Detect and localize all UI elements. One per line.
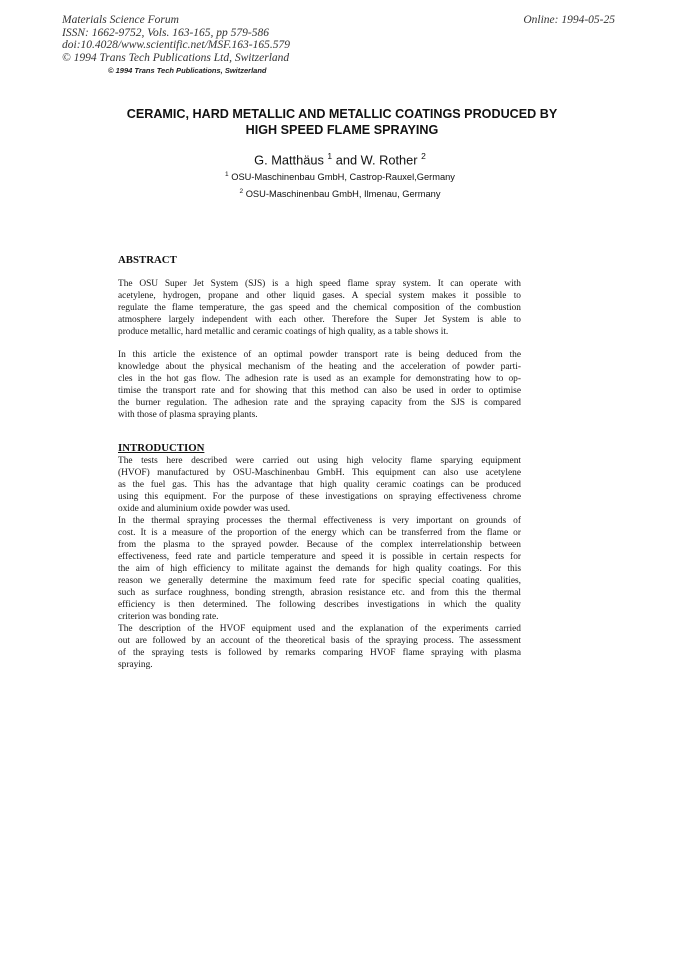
affiliation-1-mark: 1 [225, 171, 229, 178]
small-copyright: © 1994 Trans Tech Publications, Switzerland [108, 66, 267, 75]
author-1-mark: 1 [327, 151, 333, 161]
text-line: atmosphere largely independent with each other. Therefore the Super Jet System is able to [118, 315, 521, 325]
title-line-2: HIGH SPEED FLAME SPRAYING [245, 122, 439, 137]
abstract-heading: ABSTRACT [118, 254, 177, 266]
text-line: (HVOF) manufactured by OSU-Maschinenbau GmbH. This equipment can also use acetylene [118, 468, 521, 478]
abstract-paragraph-2 [118, 349, 521, 421]
online-date: Online: 1994-05-25 [523, 14, 615, 26]
text-line: from the plasma to the sprayed powder. Because of the complex interrelationship between [118, 540, 521, 550]
authors [60, 151, 620, 167]
text-line: produce metallic, hard metallic and ceramic coatings of high quality, as a table shows it. [118, 327, 449, 337]
text-line: The description of the HVOF equipment used and the explanation of the experiments carried [118, 624, 521, 634]
text-line: reason we generally determine the maximum feed rate for specific special coating qualities, [118, 576, 521, 586]
text-line: oxide and aluminium oxide powder was used. [118, 504, 291, 514]
doi-line: doi:10.4028/www.scientific.net/MSF.163-165.579 [62, 39, 290, 51]
text-line: The tests here described were carried out using high velocity flame sparying equipment [118, 456, 521, 466]
author-join: and [335, 152, 358, 168]
affiliation-1 [60, 171, 620, 182]
text-line: using this equipment. For the purpose of these investigations on spraying effectiveness chrome [118, 492, 521, 502]
text-line: effectiveness, feed rate and particle temperature and speed it is possible in certain respects for [118, 552, 521, 562]
introduction-paragraph-1 [118, 455, 521, 515]
text-line: the burner regulation. The adhesion rate and the spraying capacity from the SJS is compared [118, 398, 521, 408]
text-line: cles in the hot gas flow. The adhesion rate is used as an example for demonstrating how to op- [118, 374, 521, 384]
affiliation-1-text: OSU-Maschinenbau GmbH, Castrop-Rauxel,Germany [231, 172, 455, 183]
text-line: such as surface roughness, bonding strength, abrasion resistance etc. and from this the thermal [118, 588, 521, 598]
text-line: with those of plasma spraying plants. [118, 410, 258, 420]
text-line: of the spraying tests is followed by remarks comparing HVOF flame spraying with plasma [118, 648, 521, 658]
author-2: W. Rother [360, 152, 418, 168]
text-line: the aim of high efficiency to militate against the demands for high quality coatings. For this [118, 564, 521, 574]
affiliation-2 [60, 188, 620, 199]
introduction-paragraph-3 [118, 623, 521, 671]
issn-line: ISSN: 1662-9752, Vols. 163-165, pp 579-586 [62, 26, 269, 39]
text-line: cost. It is a measure of the proportion of the energy which can be transferred from the flame or [118, 528, 521, 538]
paper-title [60, 107, 624, 138]
text-line: criterion was bonding rate. [118, 612, 219, 622]
text-line: The OSU Super Jet System (SJS) is a high speed flame spray system. It can operate with [118, 279, 521, 289]
author-1: G. Matthäus [254, 152, 324, 168]
journal-name: Materials Science Forum [62, 14, 179, 26]
text-line: In this article the existence of an optimal powder transport rate is being deduced from the [118, 350, 521, 360]
text-line: efficiency is then determined. The following describes investigations in which the quality [118, 600, 521, 610]
text-line: acetylene, hydrogen, propane and other liquid gases. A special system makes it possible to [118, 291, 521, 301]
journal-metadata [62, 14, 290, 64]
text-line: out are followed by an account of the theoretical basis of the spraying process. The assessment [118, 636, 521, 646]
text-line: as the fuel gas. This has the advantage that high quality ceramic coatings can be produced [118, 480, 521, 490]
introduction-heading: INTRODUCTION [118, 442, 205, 454]
affiliation-2-text: OSU-Maschinenbau GmbH, Ilmenau, Germany [245, 189, 441, 200]
text-line: In the thermal spraying processes the thermal effectiveness is very important on grounds of [118, 516, 521, 526]
abstract-paragraph-1 [118, 278, 521, 338]
affiliation-2-mark: 2 [239, 188, 244, 195]
title-line-1: CERAMIC, HARD METALLIC AND METALLIC COATINGS PRODUCED BY [126, 107, 558, 121]
copyright-line: © 1994 Trans Tech Publications Ltd, Switzerland [62, 51, 290, 64]
text-line: regulate the flame temperature, the gas speed and the chemical composition of the combustion [118, 303, 521, 313]
text-line: timise the transport rate and for showing that this method can also be used in order to optimise [118, 386, 521, 396]
text-line: knowledge about the physical mechanism of the heating and the acceleration of powder parti- [118, 362, 521, 372]
introduction-paragraph-2 [118, 515, 521, 623]
text-line: spraying. [118, 660, 153, 670]
author-2-mark: 2 [421, 151, 426, 161]
